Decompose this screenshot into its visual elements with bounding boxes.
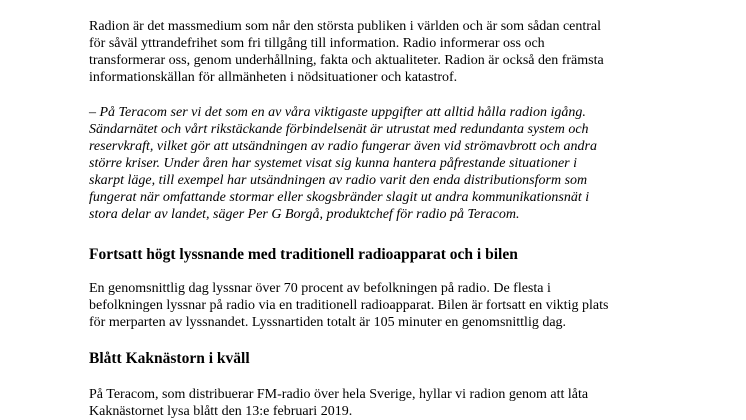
text-line: stora delar av landet, säger Per G Borgå, produktchef för radio på Teracom. bbox=[89, 207, 520, 222]
text-line: skarpt läge, till exempel har utsändningen av radio varit den enda distributionsform som bbox=[89, 173, 588, 188]
text-line: informationskällan för allmänheten i nödsituationer och katastrof. bbox=[89, 70, 458, 85]
text-line: befolkningen lyssnar på radio via en traditionell radioapparat. Bilen är fortsatt en viktig plats bbox=[89, 298, 609, 313]
text-line: – På Teracom ser vi det som en av våra viktigaste uppgifter att alltid hålla radion igång. bbox=[89, 105, 586, 120]
section-heading-kaknas: Blått Kaknästorn i kväll bbox=[89, 350, 250, 367]
text-line: Sändarnätet och vårt rikstäckande förbindelsenät är utrustat med redundanta system och bbox=[89, 122, 589, 137]
intro-paragraph bbox=[89, 18, 604, 86]
text-line: Kaknästornet lysa blått den 13:e februari 2019. bbox=[89, 404, 353, 419]
listening-paragraph bbox=[89, 280, 608, 331]
kaknas-paragraph bbox=[89, 386, 588, 420]
text-line: transformerar oss, genom underhållning, fakta och aktualiteter. Radion är också den främsta bbox=[89, 53, 604, 68]
quote-paragraph bbox=[89, 104, 597, 223]
text-line: En genomsnittlig dag lyssnar över 70 procent av befolkningen på radio. De flesta i bbox=[89, 281, 551, 296]
text-line: större kriser. Under åren har systemet visat sig kunna hantera påfrestande situationer i bbox=[89, 156, 578, 171]
text-line: fungerat när omfattande stormar eller skogsbränder slagit ut andra kommunikationsnät i bbox=[89, 190, 590, 205]
text-line: På Teracom, som distribuerar FM-radio över hela Sverige, hyllar vi radion genom att låta bbox=[89, 387, 589, 402]
text-line: Radion är det massmedium som når den största publiken i världen och är som sådan central bbox=[89, 19, 602, 34]
text-line: för merparten av lyssnandet. Lyssnartiden totalt är 105 minuter en genomsnittlig dag. bbox=[89, 315, 567, 330]
section-heading-listening: Fortsatt högt lyssnande med traditionell radioapparat och i bilen bbox=[89, 246, 518, 263]
text-line: för såväl yttrandefrihet som fri tillgång till information. Radio informerar oss och bbox=[89, 36, 545, 51]
text-line: reservkraft, vilket gör att utsändningen av radio fungerar även vid strömavbrott och andra bbox=[89, 139, 597, 154]
